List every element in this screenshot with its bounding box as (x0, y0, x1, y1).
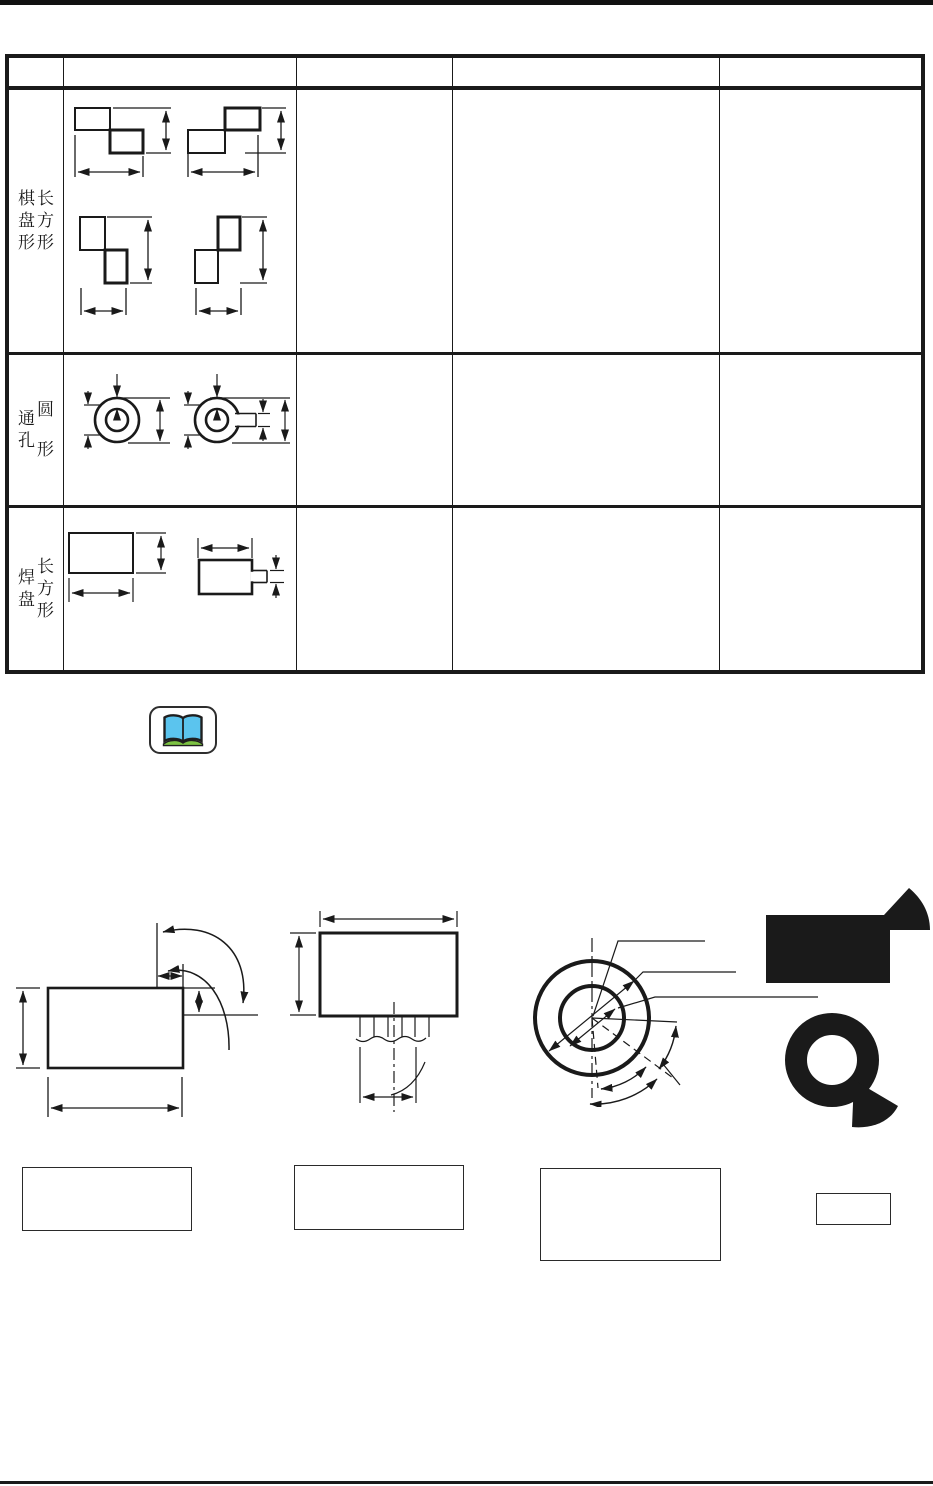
empty-box-2 (294, 1165, 464, 1230)
row-label-cell (9, 90, 64, 355)
row3-category-label: 焊盘 (18, 568, 35, 609)
row3-shape-label: 长方形 (37, 557, 54, 620)
header-cell (297, 58, 453, 90)
header-cell (64, 58, 297, 90)
header-cell (453, 58, 720, 90)
top-black-bar (0, 0, 933, 5)
empty-cell (453, 508, 720, 670)
row1-shape-label: 长方形 (37, 189, 54, 252)
row2-labels (9, 355, 63, 505)
row-label-cell (9, 508, 64, 670)
empty-box-1 (22, 1167, 192, 1231)
empty-cell (720, 355, 921, 508)
empty-box-4 (816, 1193, 891, 1225)
row-label-cell (9, 355, 64, 508)
empty-box-3 (540, 1168, 721, 1261)
row3-labels (9, 508, 63, 670)
empty-cell (297, 355, 453, 508)
open-book-icon (160, 713, 206, 747)
footer-rule (0, 1481, 933, 1484)
figure-rect-corner-callouts (0, 880, 270, 1125)
figure-component-pins (285, 890, 500, 1120)
empty-cell (720, 508, 921, 670)
row1-category-label: 棋盘形 (18, 189, 35, 252)
row2-shape-label: 圆形 (37, 400, 54, 459)
empty-cell (453, 355, 720, 508)
ring-tail (852, 1080, 898, 1127)
header-cell (720, 58, 921, 90)
empty-cell (720, 90, 921, 355)
empty-cell (453, 90, 720, 355)
empty-cell (297, 508, 453, 670)
book-reference-icon (149, 706, 217, 754)
row2-category-label: 通孔 (18, 409, 35, 450)
flag-shape (766, 888, 930, 983)
header-cell (9, 58, 64, 90)
row1-labels (9, 90, 63, 352)
round-hole-pads-diagram (64, 360, 297, 505)
checkerboard-pads-diagram (64, 95, 297, 350)
figure-solid-marks (760, 880, 933, 1130)
rectangular-pads-diagram (64, 512, 297, 667)
empty-cell (297, 90, 453, 355)
